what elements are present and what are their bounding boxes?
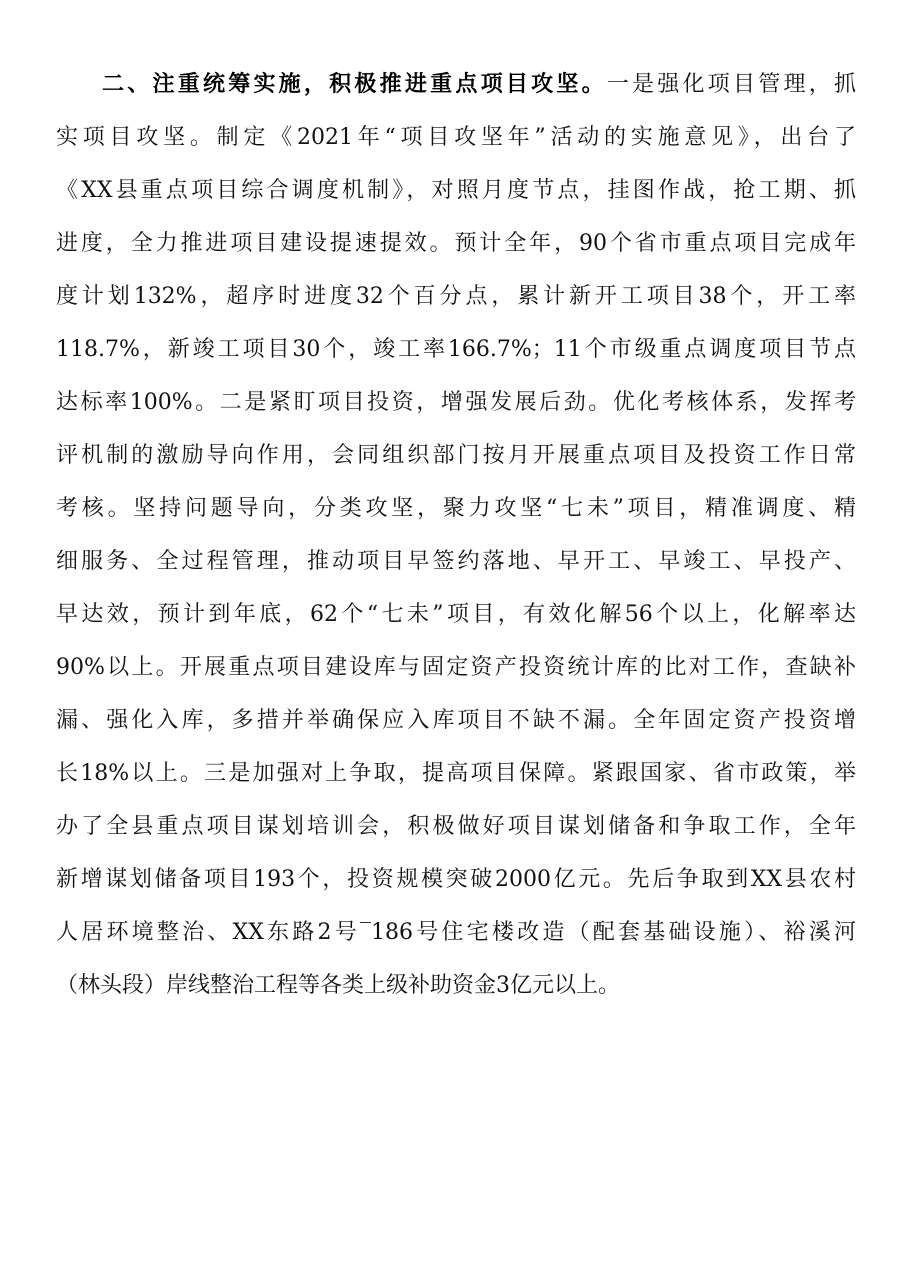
paragraph-line-16: 新增谋划储备项目193个，投资规模突破2000亿元。先后争取到XX县农村 <box>56 867 856 892</box>
paragraph-line-18: （林头段）岸线整治工程等各类上级补助资金3亿元以上。 <box>56 973 620 998</box>
paragraph-line-6: 118.7%，新竣工项目30个，竣工率166.7%；11个市级重点调度项目节点 <box>56 337 856 362</box>
paragraph-line-5: 度计划132%，超序时进度32个百分点，累计新开工项目38个，开工率 <box>56 284 856 309</box>
paragraph-line-11: 早达效，预计到年底，62个“七未”项目，有效化解56个以上，化解率达 <box>56 602 856 627</box>
paragraph-line-8: 评机制的激励导向作用，会同组织部门按月开展重点项目及投资工作日常 <box>56 443 856 468</box>
paragraph-line-10: 细服务、全过程管理，推动项目早签约落地、早开工、早竣工、早投产、 <box>56 549 856 574</box>
section-heading: 二、注重统筹实施，积极推进重点项目攻坚。 <box>102 72 607 97</box>
paragraph-line-3: 《XX县重点项目综合调度机制》，对照月度节点，挂图作战，抢工期、抓 <box>56 178 856 203</box>
paragraph-line-4: 进度，全力推进项目建设提速提效。预计全年，90个省市重点项目完成年 <box>56 231 856 256</box>
heading-continuation: 一是强化项目管理，抓 <box>606 72 856 97</box>
paragraph-line-12: 90%以上。开展重点项目建设库与固定资产投资统计库的比对工作，查缺补 <box>56 655 856 680</box>
paragraph-line-17: 人居环境整治、XX东路2号‾186号住宅楼改造（配套基础设施）、裕溪河 <box>56 920 856 945</box>
paragraph <box>56 58 856 1012</box>
paragraph-line-9: 考核。坚持问题导向，分类攻坚，聚力攻坚“七未”项目，精准调度、精 <box>56 496 856 521</box>
paragraph-line-15: 办了全县重点项目谋划培训会，积极做好项目谋划储备和争取工作，全年 <box>56 814 856 839</box>
paragraph-line-1 <box>56 58 856 111</box>
paragraph-line-7: 达标率100%。二是紧盯项目投资，增强发展后劲。优化考核体系，发挥考 <box>56 390 856 415</box>
paragraph-line-13: 漏、强化入库，多措并举确保应入库项目不缺不漏。全年固定资产投资增 <box>56 708 856 733</box>
paragraph-line-2: 实项目攻坚。制定《2021年“项目攻坚年”活动的实施意见》，出台了 <box>56 125 856 150</box>
paragraph-line-14: 长18%以上。三是加强对上争取，提高项目保障。紧跟国家、省市政策，举 <box>56 761 856 786</box>
